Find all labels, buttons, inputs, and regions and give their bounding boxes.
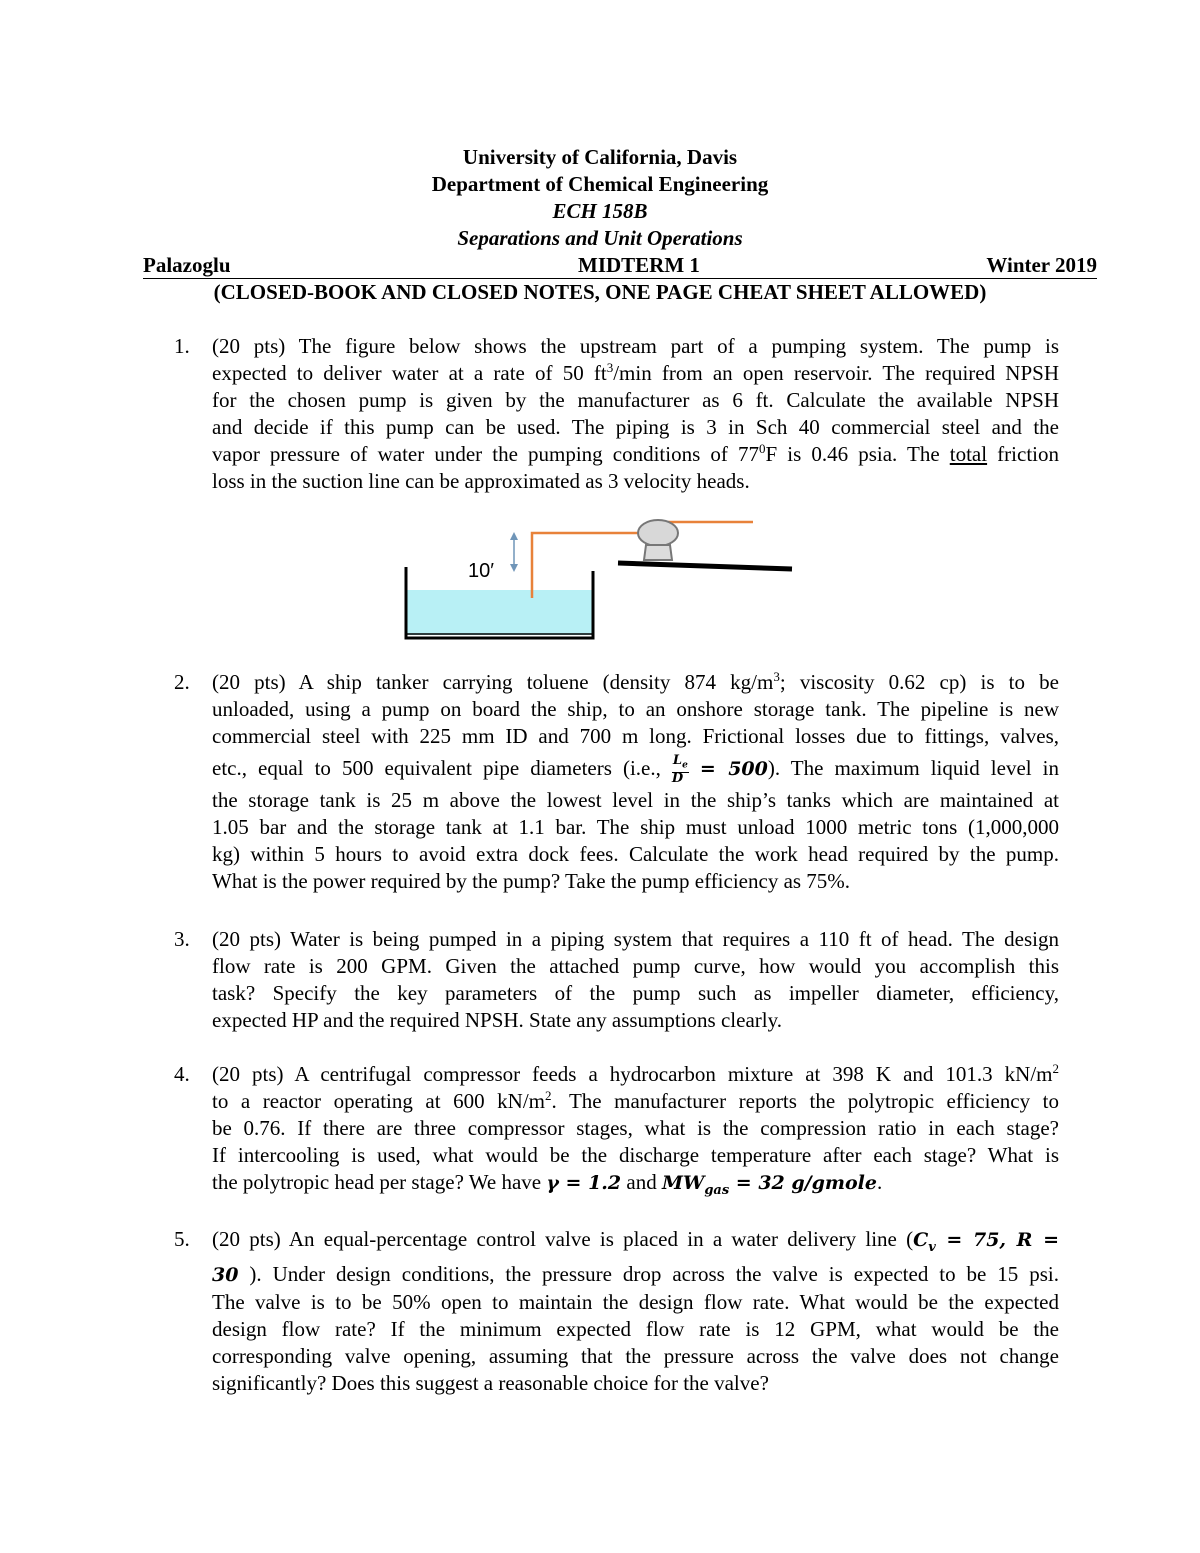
department-name: Department of Chemical Engineering bbox=[431, 172, 769, 196]
question-5-number: 5. bbox=[174, 1227, 190, 1251]
question-1-number: 1. bbox=[174, 334, 190, 358]
question-line: to a reactor operating at 600 $kN/m^2$. The manufacturer reports the polytropic efficiency to bbox=[212, 1088, 1059, 1113]
question-line: If intercooling is used, what would be the discharge temperature after each stage? What is bbox=[212, 1143, 1059, 1167]
question-line: significantly? Does this suggest a reasonable choice for the valve? bbox=[212, 1370, 769, 1395]
question-line: task? Specify the key parameters of the pump such as impeller diameter, efficiency, bbox=[212, 981, 1059, 1005]
course-title: Separations and Unit Operations bbox=[457, 226, 743, 250]
exam-title: MIDTERM 1 bbox=[578, 253, 700, 277]
course-code: ECH 158B bbox=[552, 199, 648, 223]
question-2 bbox=[212, 669, 1059, 895]
question-line: flow rate is 200 GPM. Given the attached pump curve, how would you accomplish this bbox=[212, 954, 1059, 978]
pump-base-icon bbox=[644, 545, 672, 560]
pumping-system-figure bbox=[380, 505, 800, 650]
arrow-head-up-icon bbox=[510, 532, 518, 540]
question-line: corresponding valve opening, assuming that the pressure across the valve does not change bbox=[212, 1343, 1059, 1368]
question-line: for the chosen pump is given by the manufacturer as 6 ft. Calculate the available NPSH bbox=[212, 388, 1059, 412]
question-line: What is the power required by the pump? Take the pump efficiency as 75%. bbox=[212, 869, 851, 893]
question-line: and decide if this pump can be used. The piping is 3 in Sch 40 commercial steel and the bbox=[212, 415, 1059, 439]
question-line: (20 pts) The figure below shows the upstream part of a pumping system. The pump is bbox=[212, 334, 1059, 358]
question-line: commercial steel with 225 mm ID and 700 m long. Frictional losses due to fittings, valves, bbox=[212, 724, 1059, 748]
pump-platform bbox=[618, 563, 792, 569]
question-line: (20 pts) A centrifugal compressor feeds a hydrocarbon mixture at 398 K and 101.3 $kN/m^2$ bbox=[212, 1061, 1059, 1086]
question-line: design flow rate? If the minimum expected flow rate is 12 GPM, what would be the bbox=[212, 1316, 1059, 1341]
question-3 bbox=[212, 926, 1059, 1034]
question-line: etc., equal to 500 equivalent pipe diameters (i.e., $\frac{L_e}{D}$ = 500). The maximum liquid level in bbox=[212, 753, 1059, 786]
question-1 bbox=[212, 333, 1059, 495]
question-4-number: 4. bbox=[174, 1062, 190, 1086]
question-line: (20 pts) A ship tanker carrying toluene (density 874 $kg/m^3$; viscosity 0.62 cp) is to be bbox=[212, 669, 1059, 694]
question-line: the storage tank is 25 m above the lowest level in the ship’s tanks which are maintained at bbox=[212, 788, 1059, 812]
question-5 bbox=[212, 1226, 1059, 1397]
question-line: loss in the suction line can be approximated as 3 velocity heads. bbox=[212, 469, 750, 493]
exam-info-row bbox=[143, 252, 1097, 279]
instructor-name: Palazoglu bbox=[143, 253, 231, 277]
pump-casing-icon bbox=[638, 520, 678, 546]
question-line: unloaded, using a pump on board the ship, to an onshore storage tank. The pipeline is new bbox=[212, 697, 1059, 721]
question-2-number: 2. bbox=[174, 670, 190, 694]
arrow-head-down-icon bbox=[510, 564, 518, 572]
question-line: (20 pts) Water is being pumped in a piping system that requires a 110 ft of head. The design bbox=[212, 927, 1059, 951]
question-line: kg) within 5 hours to avoid extra dock fees. Calculate the work head required by the pump. bbox=[212, 842, 1059, 866]
question-3-number: 3. bbox=[174, 927, 190, 951]
question-line: expected HP and the required NPSH. State any assumptions clearly. bbox=[212, 1008, 782, 1032]
question-line: expected to deliver water at a rate of 50 $ft^3/\min$ from an open reservoir. The required NPSH bbox=[212, 360, 1059, 385]
question-4 bbox=[212, 1061, 1059, 1204]
reservoir-water bbox=[406, 590, 592, 635]
question-line: (20 pts) An equal-percentage control valve is placed in a water delivery line ($C_v = 75$, R = bbox=[212, 1227, 1059, 1255]
question-line: vapor pressure of water under the pumping conditions of $77^0F$ is 0.46 psia. The total friction bbox=[212, 441, 1059, 466]
question-line: 30 ). Under design conditions, the pressure drop across the valve is expected to be 15 psi. bbox=[212, 1261, 1059, 1286]
exam-instructions: (CLOSED-BOOK AND CLOSED NOTES, ONE PAGE CHEAT SHEET ALLOWED) bbox=[213, 280, 987, 304]
question-line: be 0.76. If there are three compressor stages, what is the compression ratio in each stage? bbox=[212, 1116, 1059, 1140]
question-line: the polytropic head per stage? We have γ = 1.2 and $MW_{gas} = 32$ g/gmole. bbox=[212, 1170, 883, 1198]
university-name: University of California, Davis bbox=[462, 145, 738, 169]
exam-term: Winter 2019 bbox=[986, 253, 1097, 277]
question-line: The valve is to be 50% open to maintain the design flow rate. What would be the expected bbox=[212, 1289, 1059, 1314]
height-label: 10′ bbox=[468, 560, 494, 582]
pumping-system-diagram bbox=[380, 505, 800, 645]
question-line: 1.05 bar and the storage tank at 1.1 bar. The ship must unload 1000 metric tons (1,000,000 bbox=[212, 815, 1059, 839]
